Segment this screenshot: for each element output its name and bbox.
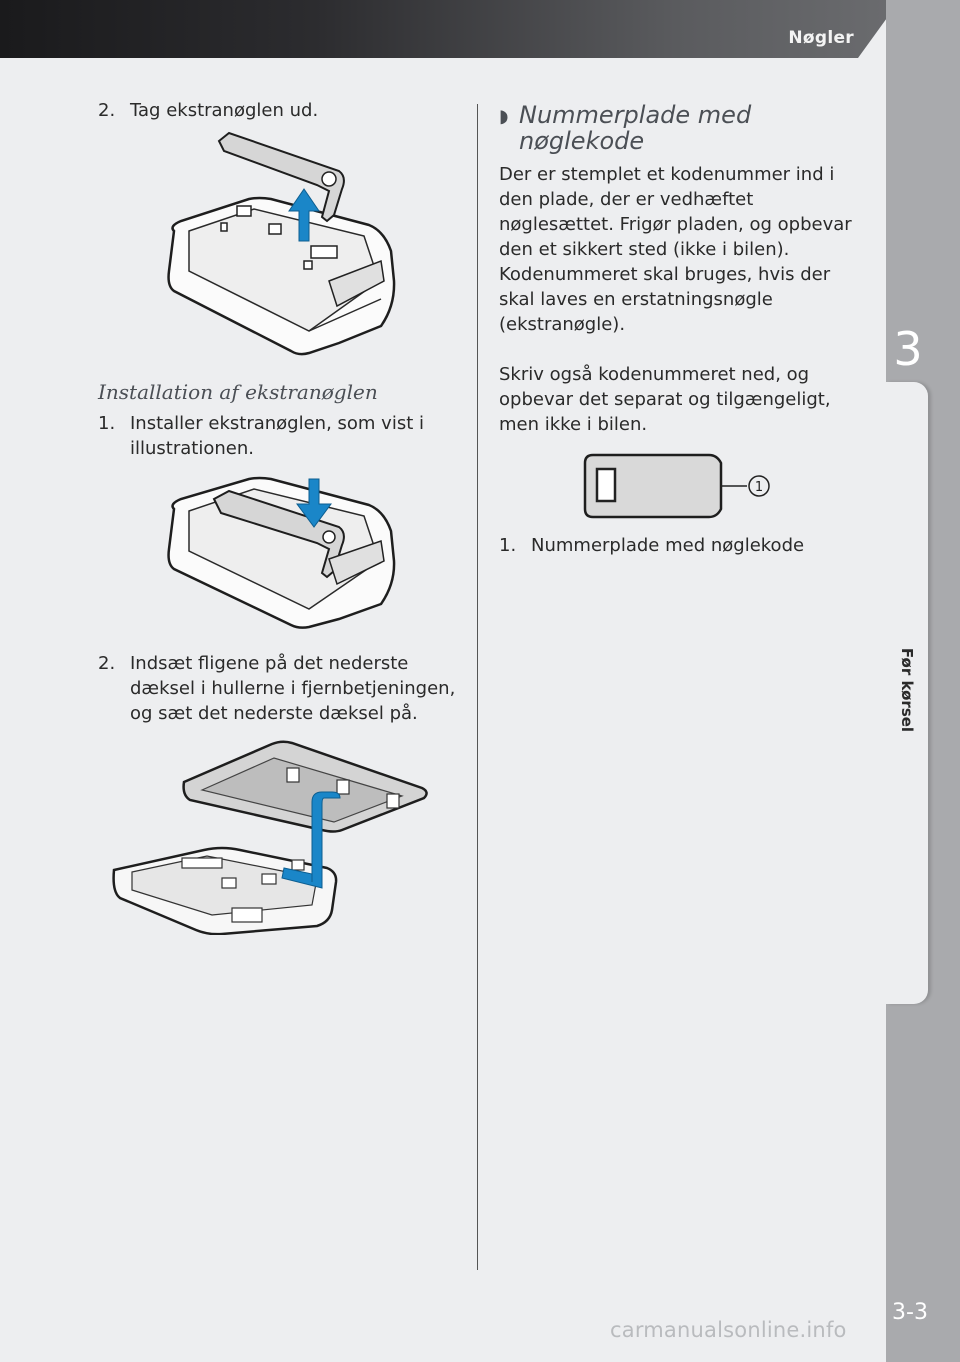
caption-key-plate [499,533,871,558]
step-number: 2. [98,100,116,121]
left-column [98,98,470,935]
chapter-number: 3 [893,322,923,376]
install-step-2 [98,651,470,726]
column-divider [477,104,478,1270]
header-bar [0,0,900,58]
right-column [499,98,871,558]
section-heading [499,102,871,154]
caption-number: 1. [499,535,517,556]
install-key-illustration [159,469,409,629]
section-marker-icon: ◗ [499,106,509,127]
install-step-1 [98,411,470,461]
installation-heading: Installation af ekstranøglen [98,380,378,404]
chapter-title: Før kørsel [898,647,916,733]
section-heading-text: Nummerplade med nøglekode [519,101,752,155]
remove-key-illustration [159,131,409,361]
step-text: Installer ekstranøglen, som vist i illustrationen. [130,413,424,459]
step-remove-key [98,98,470,123]
step-text: Indsæt fligene på det nederste dæksel i hullerne i fjernbetjeningen, og sæt det nederste dæksel på. [130,653,456,724]
page-number: 3-3 [892,1300,928,1325]
section-title: Nøgler [788,28,854,48]
watermark: carmanualsonline.info [610,1318,847,1342]
caption-text: Nummerplade med nøglekode [531,535,805,556]
cover-attach-illustration [112,740,432,935]
step-number: 2. [98,653,116,674]
svg-text:1: 1 [754,480,764,495]
key-code-plate-illustration [579,451,809,521]
step-text: Tag ekstranøglen ud. [130,100,319,121]
step-number: 1. [98,413,116,434]
paragraph-code-number: Der er stemplet et kodenummer ind i den plade, der er vedhæftet nøglesættet. Frigør pladen, og opbevar den et sikkert sted (ikke i bilen). Kodenummeret skal bruges, hvis der skal laves en erstatningsnøgle (ekstranøgle). [499,164,852,335]
paragraph-write-down: Skriv også kodenummeret ned, og opbevar det separat og tilgængeligt, men ikke i bilen. [499,364,831,435]
